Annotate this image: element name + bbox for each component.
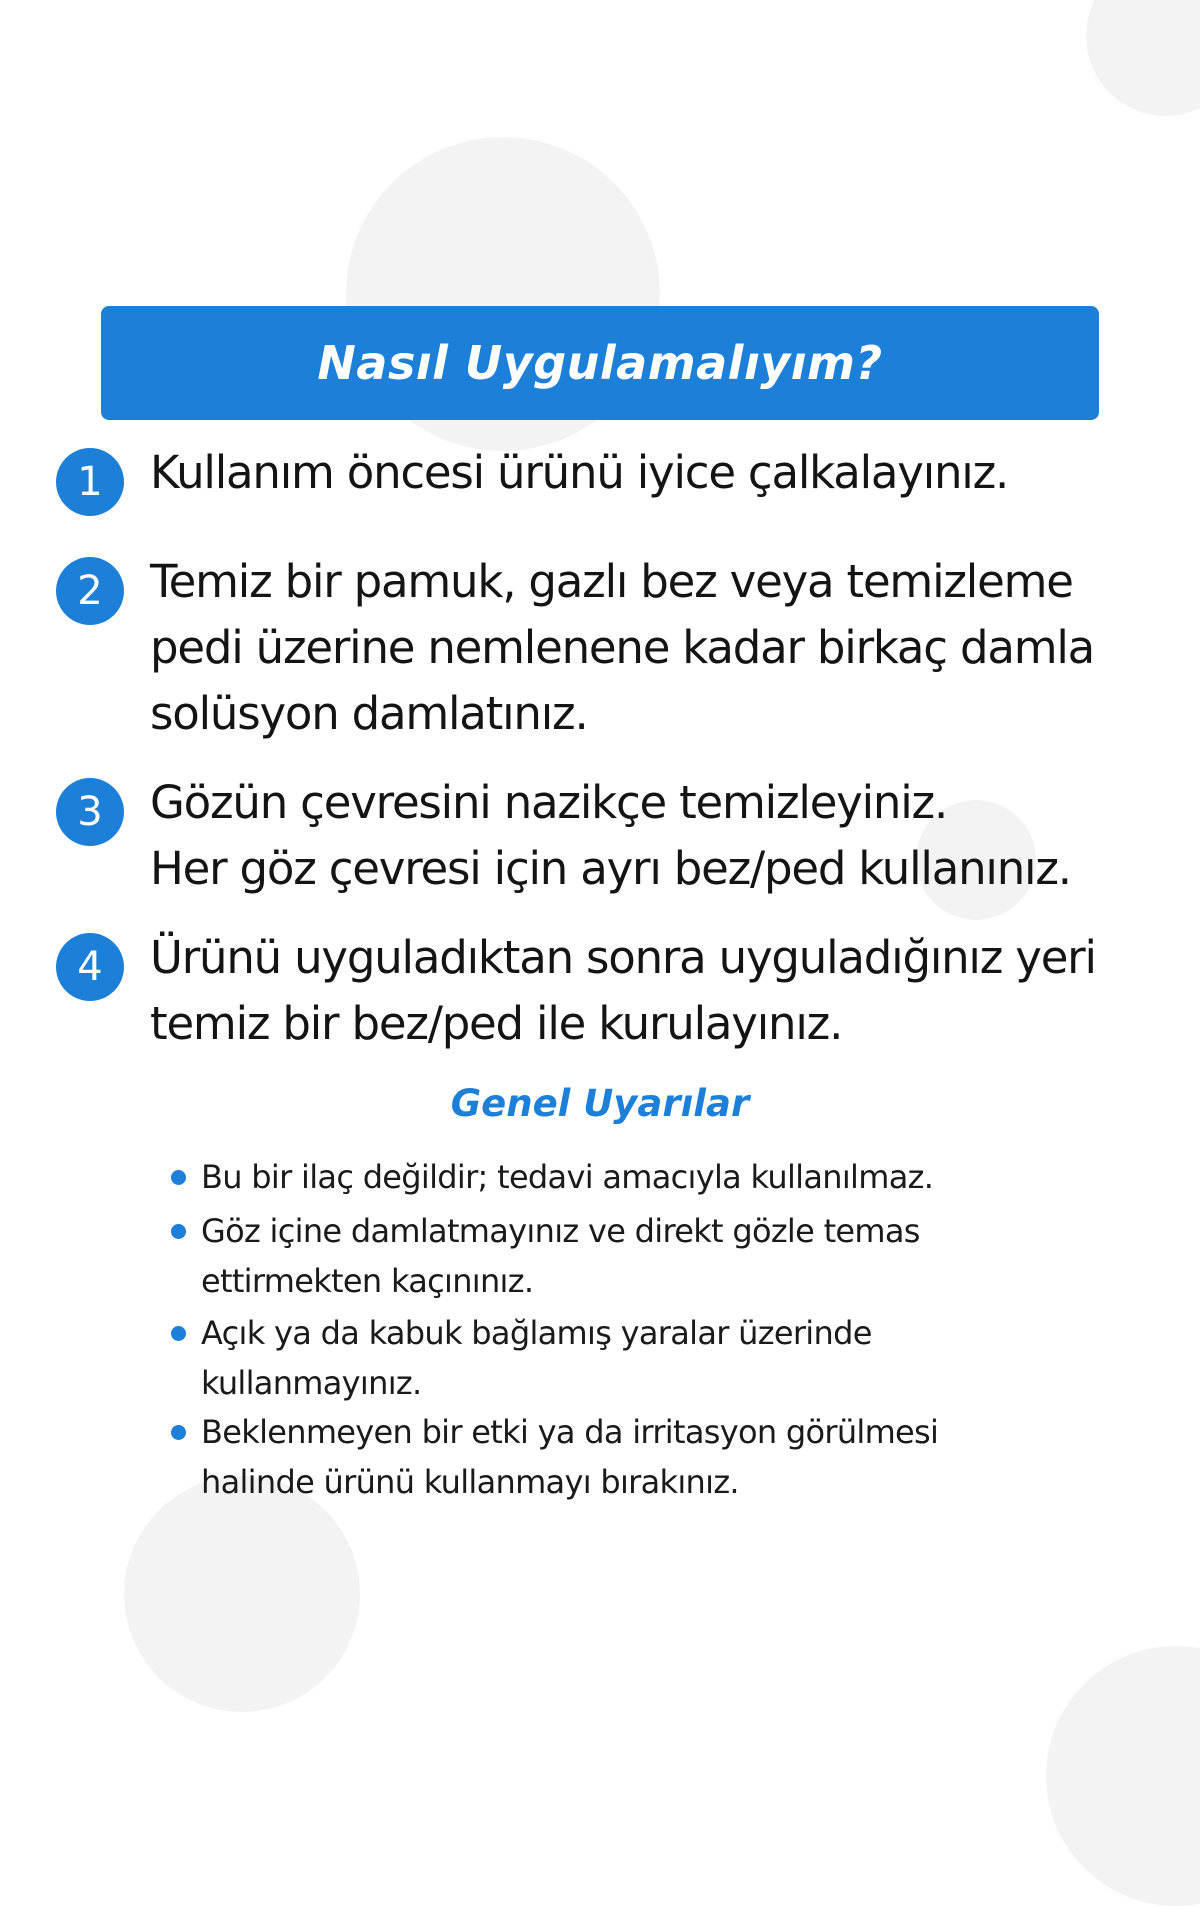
step-text	[150, 925, 1200, 1057]
warning-text	[201, 1206, 1101, 1306]
step-number-badge: 2	[56, 557, 124, 625]
step-line: Gözün çevresini nazikçe temizleyiniz.	[150, 776, 948, 829]
decorative-circle	[1046, 1646, 1200, 1906]
instructions-title: Nasıl Uygulamalıyım?	[317, 336, 883, 390]
step-line: pedi üzerine nemlenene kadar birkaç damla	[150, 621, 1095, 674]
warning-line: Bu bir ilaç değildir; tedavi amacıyla kullanılmaz.	[201, 1158, 934, 1196]
warning-line: kullanmayınız.	[201, 1364, 422, 1402]
bullet-dot-icon	[171, 1170, 186, 1185]
warning-line: Beklenmeyen bir etki ya da irritasyon görülmesi	[201, 1413, 939, 1451]
step-text	[150, 440, 1200, 506]
step-text	[150, 770, 1200, 902]
decorative-circle	[124, 1476, 360, 1712]
warning-line: Açık ya da kabuk bağlamış yaralar üzerinde	[201, 1314, 872, 1352]
bullet-dot-icon	[171, 1326, 186, 1341]
warning-text	[201, 1308, 1101, 1408]
step-line: Her göz çevresi için ayrı bez/ped kullanınız.	[150, 842, 1071, 895]
instructions-header-banner	[101, 306, 1099, 420]
bullet-dot-icon	[171, 1425, 186, 1440]
step-text	[150, 549, 1200, 747]
warning-line: Göz içine damlatmayınız ve direkt gözle temas	[201, 1212, 920, 1250]
bullet-dot-icon	[171, 1224, 186, 1239]
warning-line: ettirmekten kaçınınız.	[201, 1262, 534, 1300]
decorative-circle	[1086, 0, 1200, 116]
warning-line: halinde ürünü kullanmayı bırakınız.	[201, 1463, 739, 1501]
warning-text	[201, 1152, 1101, 1202]
step-number-badge: 1	[56, 448, 124, 516]
step-line: temiz bir bez/ped ile kurulayınız.	[150, 997, 843, 1050]
step-line: Temiz bir pamuk, gazlı bez veya temizleme	[150, 555, 1073, 608]
step-number-badge: 3	[56, 778, 124, 846]
step-line: Kullanım öncesi ürünü iyice çalkalayınız.	[150, 446, 1009, 499]
step-number-badge: 4	[56, 933, 124, 1001]
step-line: Ürünü uyguladıktan sonra uyguladığınız yeri	[150, 931, 1096, 984]
step-line: solüsyon damlatınız.	[150, 687, 588, 740]
warnings-title: Genel Uyarılar	[450, 1082, 750, 1125]
warning-text	[201, 1407, 1101, 1507]
